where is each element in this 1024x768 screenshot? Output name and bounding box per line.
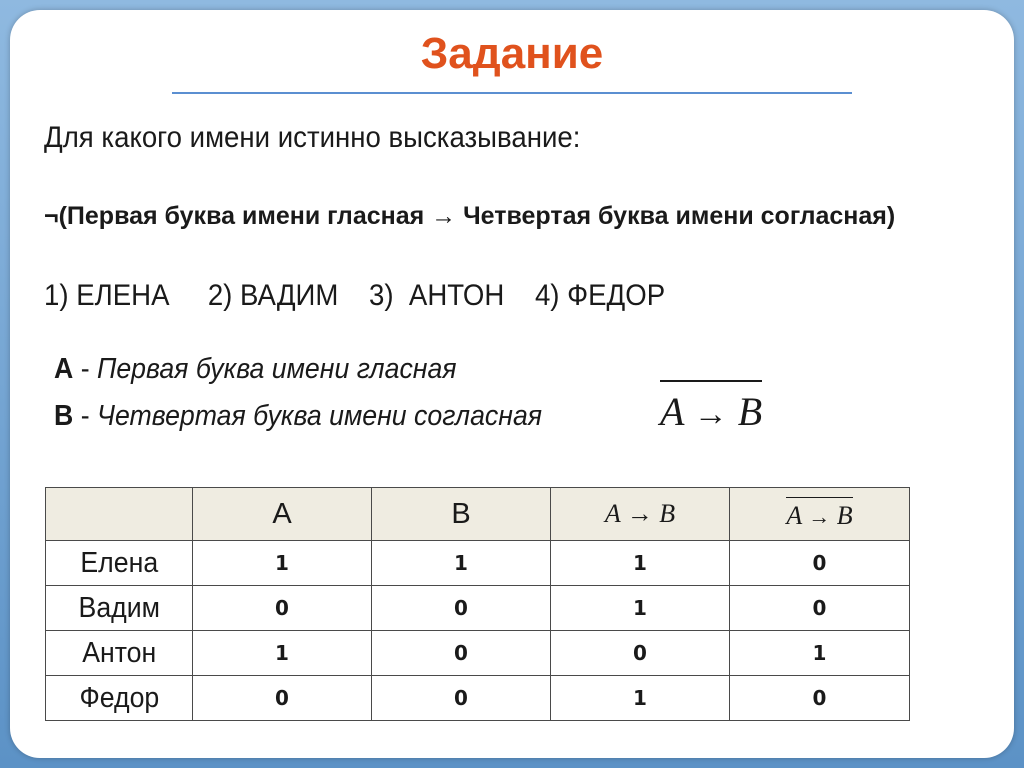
definition-separator: - [73,353,97,385]
definition-b [54,397,542,435]
cell-implication: 1 [551,541,730,586]
definition-a [54,350,457,388]
definition-text: Четвертая буква имени согласная [96,400,543,432]
table-row [46,586,910,631]
row-name: Елена [46,541,193,586]
question-text: Для какого имени истинно высказывание: [44,121,581,154]
row-name: Федор [46,676,193,721]
cell-b: 1 [372,541,551,586]
definition-letter: A [54,353,74,385]
table-header-row [46,488,910,541]
definition-letter: B [54,400,74,432]
cell-b: 0 [372,586,551,631]
cell-implication: 1 [551,586,730,631]
slide-title: Задание [420,29,604,78]
table-row [46,676,910,721]
header-name [46,488,193,541]
table-row [46,631,910,676]
negated-implication-formula [660,380,762,439]
title-divider [172,92,852,94]
header-negation [730,488,910,541]
definition-separator: - [73,400,97,432]
cell-a: 0 [193,676,372,721]
table-row [46,541,910,586]
implication-arrow: → [693,396,728,433]
header-implication-text: A → B [604,499,676,528]
cell-b: 0 [372,631,551,676]
cell-a: 1 [193,541,372,586]
cell-negation: 0 [730,541,910,586]
cell-negation: 1 [730,631,910,676]
logic-formula: ¬(Первая буква имени гласная → Четвертая буква имени согласная) [44,202,896,230]
row-name: Антон [46,631,193,676]
formula-left: A [660,389,684,434]
cell-implication: 0 [551,631,730,676]
answer-options: 1) ЕЛЕНА 2) ВАДИМ 3) АНТОН 4) ФЕДОР [44,279,666,312]
formula-right: B [737,389,763,434]
cell-a: 1 [193,631,372,676]
cell-b: 0 [372,676,551,721]
header-b: B [372,488,551,541]
cell-implication: 1 [551,676,730,721]
header-a: A [193,488,372,541]
cell-negation: 0 [730,676,910,721]
header-negation-text: A → B [786,497,852,531]
row-name: Вадим [46,586,193,631]
truth-table [45,487,910,721]
cell-negation: 0 [730,586,910,631]
cell-a: 0 [193,586,372,631]
definition-text: Первая буква имени гласная [96,353,457,385]
header-implication [551,488,730,541]
